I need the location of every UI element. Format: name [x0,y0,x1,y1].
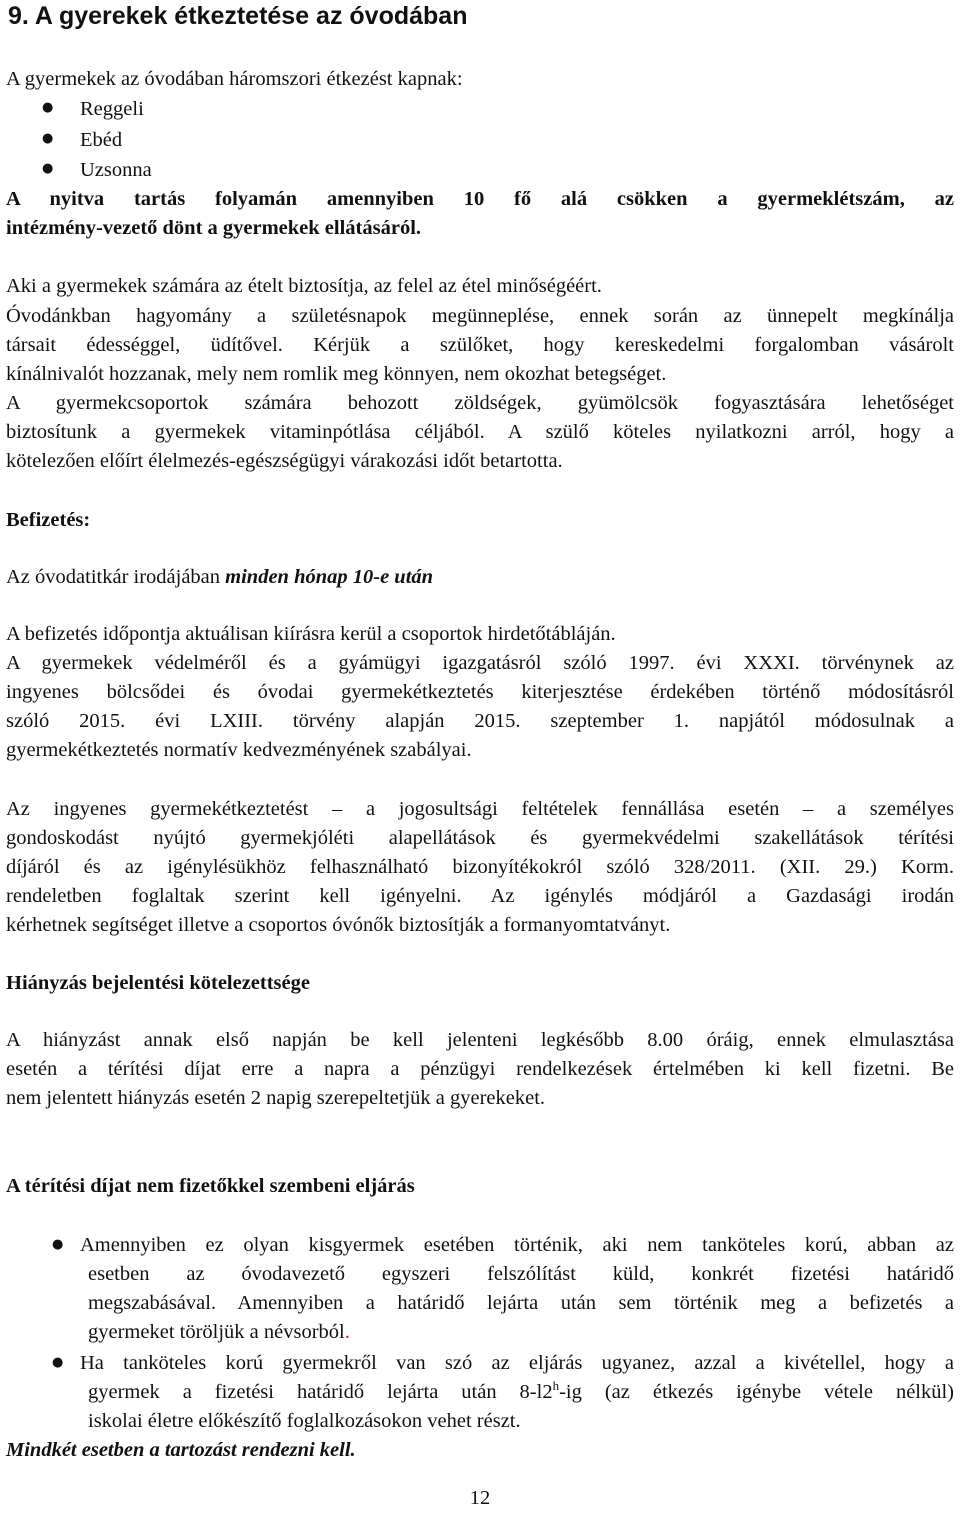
paragraph-line: kínálnivalót hozzanak, mely nem romlik meg könnyen, nem okozhat betegséget. [6,363,667,385]
nonpayment-item-text: gyermeket töröljük a névsorból [88,1321,345,1343]
paragraph-line: biztosítunk a gyermekek vitaminpótlása céljából. A szülő köteles nyilatkozni arról, hogy a [6,421,954,443]
nonpayment-heading: A térítési díjat nem fizetőkkel szembeni eljárás [6,1175,415,1197]
bullet-icon: ● [42,100,54,115]
nonpayment-item-line: iskolai életre előkészítő foglalkozásokon vehet részt. [88,1410,521,1432]
nonpayment-item-line [88,1378,954,1408]
law-line: ingyenes bölcsődei és óvodai gyermekétkeztetés kiterjesztése érdekében történő módosításról [6,681,954,703]
absence-line: esetén a térítési díjat erre a napra a pénzügyi rendelkezések értelmében ki kell fizetni. Be [6,1058,954,1080]
payment-heading: Befizetés: [6,509,91,531]
nonpayment-item-text: gyermek a fizetési határidő lejárta után 8-l2 [88,1381,553,1403]
nonpayment-item-line: esetben az óvodavezető egyszeri felszólítást küld, konkrét fizetési határidő [88,1263,954,1285]
paragraph-line: kötelezően előírt élelmezés-egészségügyi várakozási időt betartotta. [6,450,563,472]
free-meals-line: rendeletben foglaltak szerint kell igényelni. Az igénylés módjáról a Gazdasági irodán [6,885,954,907]
page-number: 12 [469,1487,491,1509]
bullet-icon: ● [42,161,54,176]
nonpayment-item-line: megszabásával. Amennyiben a határidő lejárta után sem történik meg a befizetés a [88,1292,954,1314]
section-heading: 9. A gyerekek étkeztetése az óvodában [8,2,468,30]
meal-item: Uzsonna [80,159,152,181]
bold-paragraph-line: A nyitva tartás folyamán amennyiben 10 fő alá csökken a gyermeklétszám, az [6,188,954,210]
free-meals-line: díjáról és az igénylésükhöz felhasználható bizonyítékokról szóló 328/2011. (XII. 29.) Korm. [6,856,954,878]
bold-paragraph-line: intézmény-vezető dönt a gyermekek ellátásáról. [6,217,422,239]
bullet-icon: ● [52,1237,64,1252]
law-line: szóló 2015. évi LXIII. törvény alapján 2015. szeptember 1. napjától módosulnak a [6,710,954,732]
nonpayment-item-line [88,1318,954,1348]
nonpayment-item-line: Ha tanköteles korú gyermekről van szó az eljárás ugyanez, azzal a kivétellel, hogy a [80,1352,954,1374]
red-period: . [344,1321,350,1343]
superscript-h: h [552,1378,560,1394]
law-line: A gyermekek védelméről és a gyámügyi igazgatásról szóló 1997. évi XXXI. törvénynek az [6,652,954,674]
absence-heading: Hiányzás bejelentési kötelezettsége [6,972,310,994]
payment-place [6,563,954,593]
law-line: gyermekétkeztetés normatív kedvezményének szabályai. [6,739,472,761]
bullet-icon: ● [52,1355,64,1370]
paragraph-line: társait édességgel, üdítővel. Kérjük a szülőket, hogy kereskedelmi forgalomban vásárolt [6,334,954,356]
free-meals-line: kérhetnek segítséget illetve a csoportos óvónők biztosítják a formanyomtatványt. [6,914,671,936]
paragraph-line: Aki a gyermekek számára az ételt biztosítja, az felel az étel minőségéért. [6,275,602,297]
payment-notice: A befizetés időpontja aktuálisan kiírásra kerül a csoportok hirdetőtábláján. [6,623,616,645]
nonpayment-item-text: -ig (az étkezés igénybe vétele nélkül) [559,1381,955,1403]
intro-text: A gyermekek az óvodában háromszori étkezést kapnak: [6,68,463,90]
absence-line: nem jelentett hiányzás esetén 2 napig szerepeltetjük a gyerekeket. [6,1087,546,1109]
paragraph-line: Óvodánkban hagyomány a születésnapok megünneplése, ennek során az ünnepelt megkínálja [6,305,954,327]
meal-item: Ebéd [80,129,123,151]
payment-place-text: Az óvodatitkár irodájában [6,566,226,588]
paragraph-line: A gyermekcsoportok számára behozott zöldségek, gyümölcsök fogyasztására lehetőséget [6,392,954,414]
closing-statement: Mindkét esetben a tartozást rendezni kell. [6,1439,356,1461]
nonpayment-item-line: Amennyiben ez olyan kisgyermek esetében történik, aki nem tanköteles korú, abban az [80,1234,954,1256]
free-meals-line: gondoskodást nyújtó gyermekjóléti alapellátások és gyermekvédelmi szakellátások térítési [6,827,954,849]
payment-date-emphasis: minden hónap 10-e után [225,566,434,588]
meal-item: Reggeli [80,98,144,120]
free-meals-line: Az ingyenes gyermekétkeztetést – a jogosultsági feltételek fennállása esetén – a személyes [6,798,954,820]
absence-line: A hiányzást annak első napján be kell jelenteni legkésőbb 8.00 óráig, ennek elmulasztása [6,1029,954,1051]
bullet-icon: ● [42,131,54,146]
